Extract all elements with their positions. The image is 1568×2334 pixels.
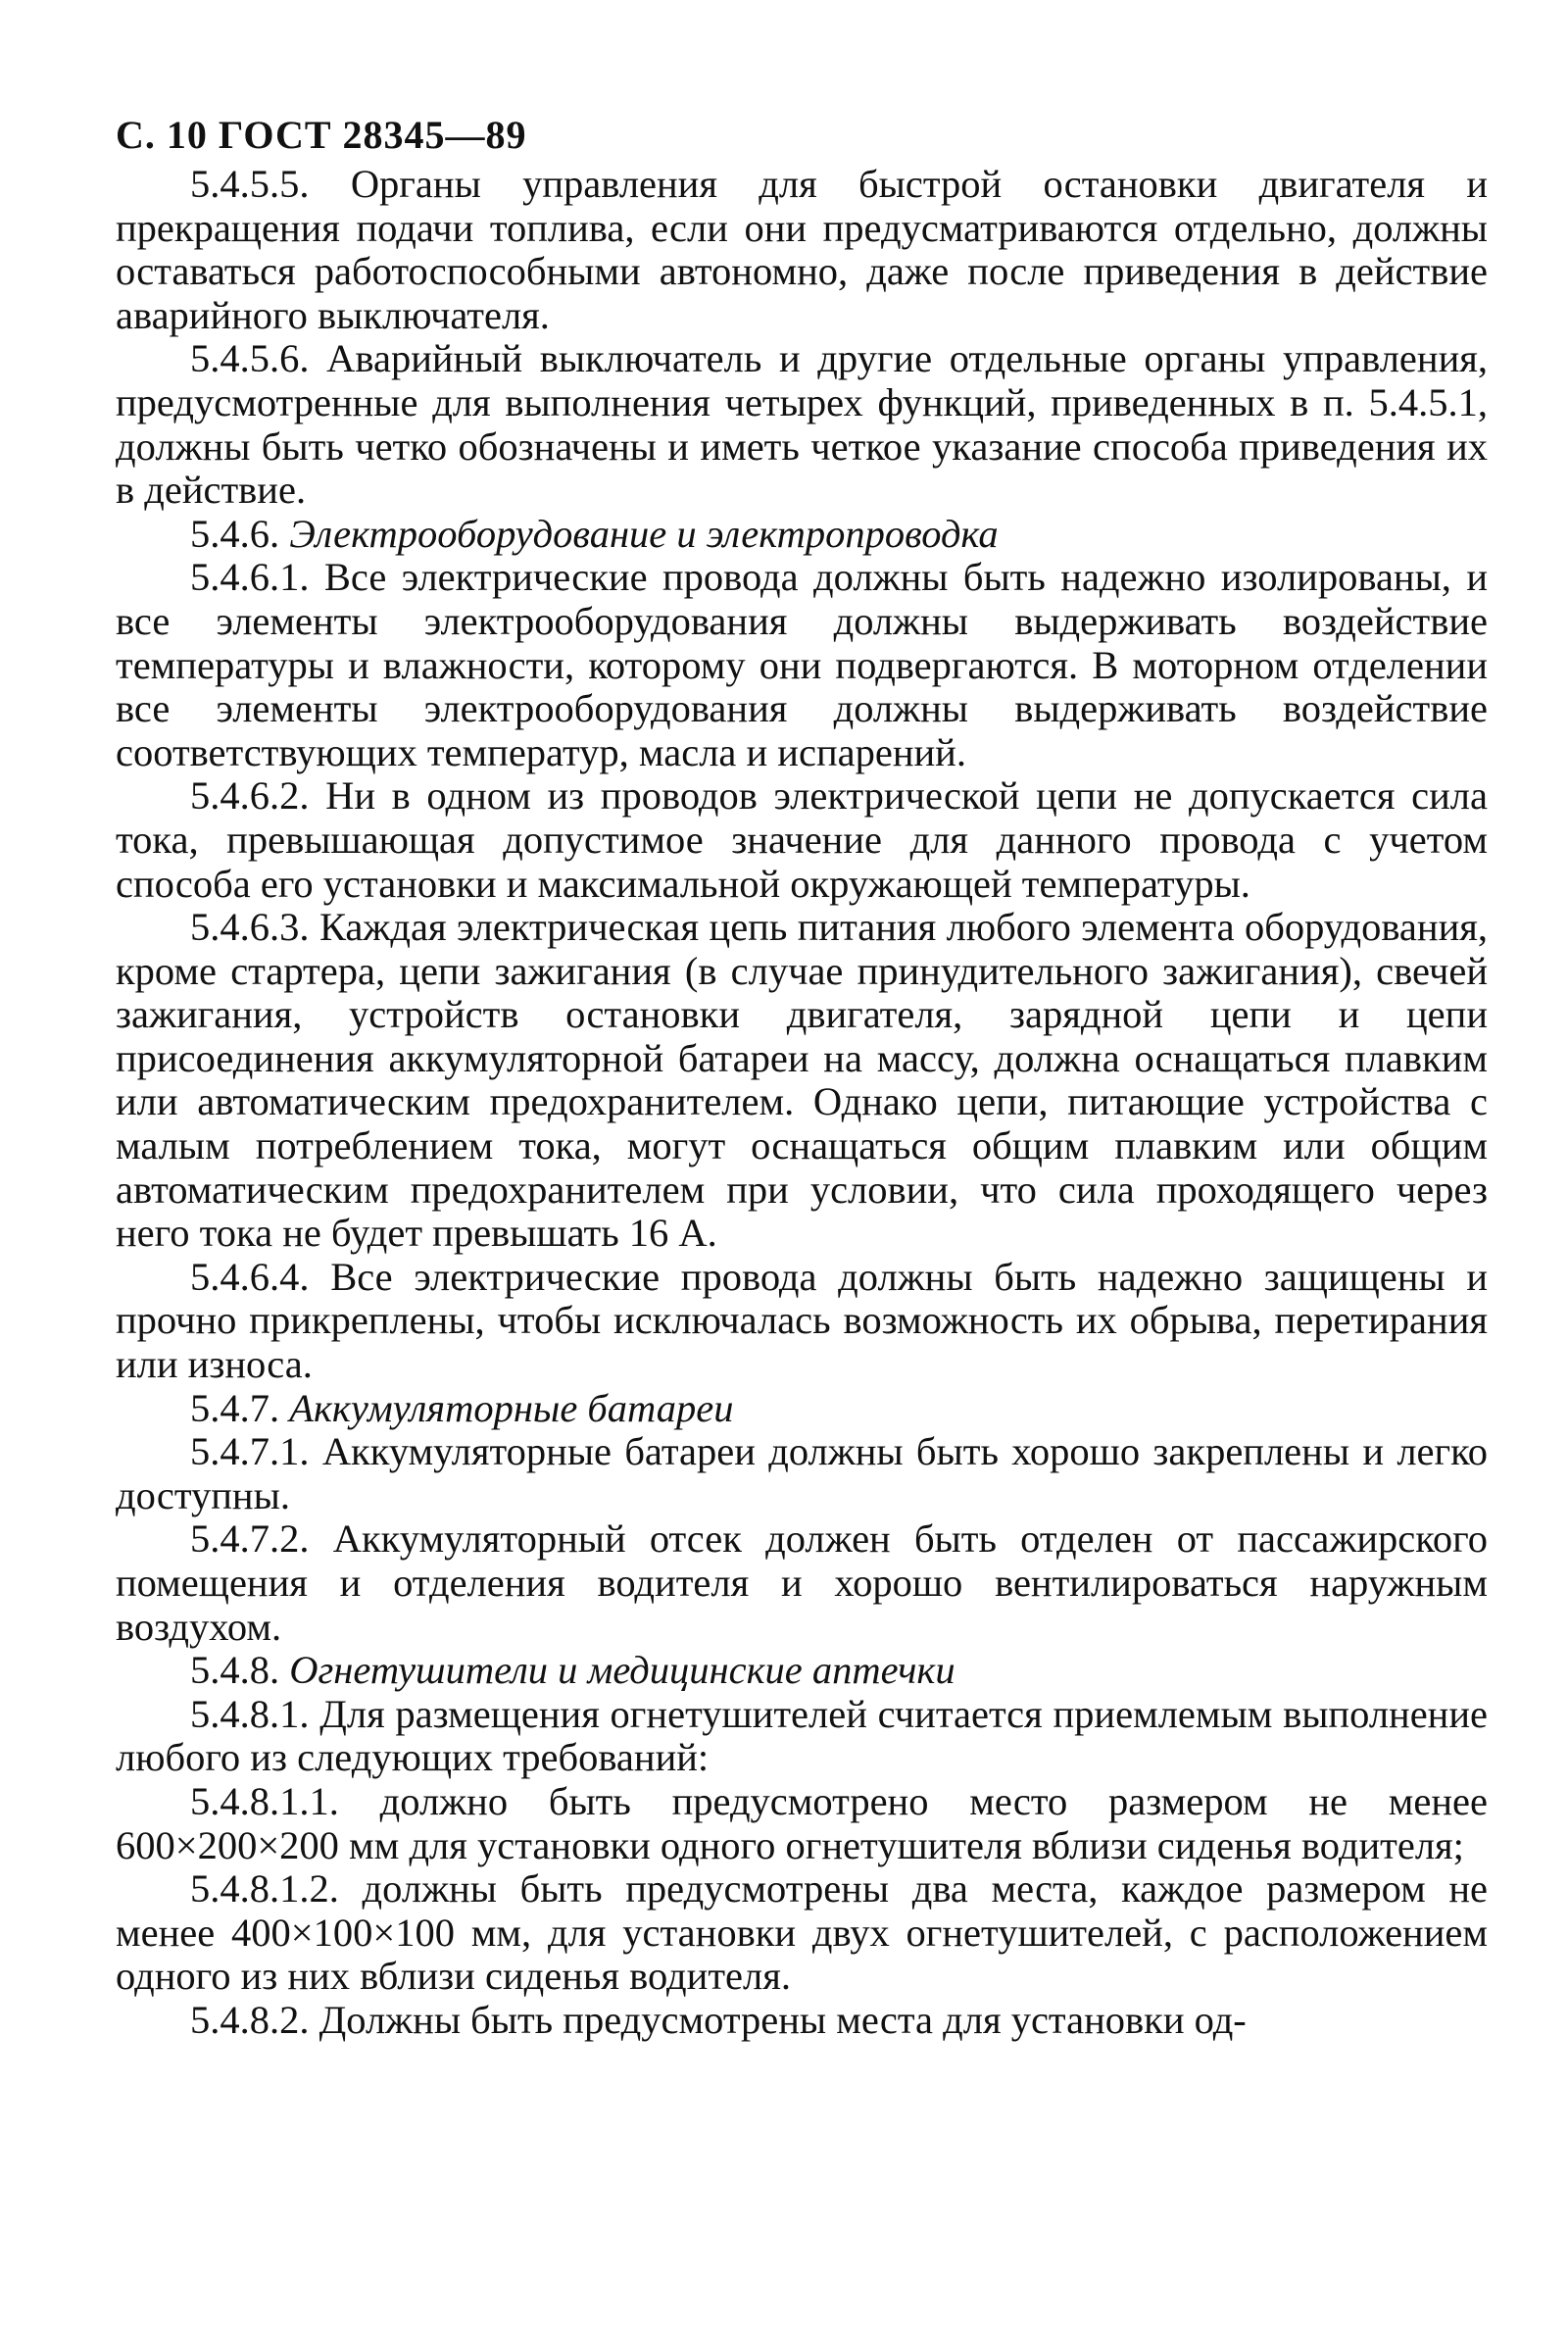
paragraph-5-4-8-1-2 [116,1867,1488,1999]
section-number: 5.4.6. [190,511,280,556]
paragraph-text: Все электрические провода должны быть надежно изолированы, и все элементы электрооборудования должны выдерживать воздействие температуры и влажности, которому они подвергаются. В моторном отделении все элементы электрооборудования должны выдерживать воздействие соответствующих температур, масла и испарений. [116,555,1489,774]
paragraph-5-4-8-2 [116,1999,1488,2043]
paragraph-5-4-6-3 [116,906,1488,1256]
paragraph-text: Аккумуляторный отсек должен быть отделен от пассажирского помещения и отделения водителя и хорошо вентилироваться наружным воздухом. [116,1516,1488,1649]
paragraph-number: 5.4.8.1. [190,1691,310,1736]
paragraph-5-4-8-1 [116,1693,1488,1780]
paragraph-5-4-7-2 [116,1517,1488,1649]
section-title: Аккумуляторные батареи [289,1385,734,1430]
paragraph-5-4-6-1 [116,556,1488,774]
paragraph-number: 5.4.8.2. [190,1997,310,2042]
page-header: С. 10 ГОСТ 28345—89 [116,113,527,157]
section-title: Электрооборудование и электропроводка [289,511,999,556]
paragraph-5-4-6-4 [116,1256,1488,1387]
section-heading-5-4-8 [116,1649,1488,1693]
paragraph-text: должно быть предусмотрено место размером не менее 600×200×200 мм для установки одного огнетушителя вблизи сиденья водителя; [116,1778,1489,1867]
paragraph-number: 5.4.8.1.1. [190,1778,339,1823]
paragraph-5-4-7-1 [116,1430,1488,1517]
section-number: 5.4.7. [190,1385,280,1430]
paragraph-text: Аварийный выключатель и другие отдельные органы управления, предусмотренные для выполнения четырех функций, приведенных в п. 5.4.5.1, должны быть четко обозначены и иметь четкое указание способа приведения их в действие. [116,336,1488,513]
paragraph-text: должны быть предусмотрены два места, каждое размером не менее 400×100×100 мм, для установки двух огнетушителей, с расположением одного из них вблизи сиденья водителя. [116,1866,1488,1999]
paragraph-number: 5.4.7.1. [190,1429,310,1474]
paragraph-text: Для размещения огнетушителей считается приемлемым выполнение любого из следующих требований: [116,1691,1488,1780]
section-number: 5.4.8. [190,1648,280,1693]
paragraph-text: Каждая электрическая цепь питания любого элемента оборудования, кроме стартера, цепи зажигания (в случае принудительного зажигания), свечей зажигания, устройств остановки двигателя, зарядной цепи и цепи присоединения аккумуляторной батареи на массу, должна оснащаться плавким или автоматическим предохранителем. Однако цепи, питающие устройства с малым потреблением тока, могут оснащаться общим плавким или общим автоматическим предохранителем при условии, что сила проходящего через него тока не будет превышать 16 А. [116,905,1489,1256]
paragraph-5-4-8-1-1 [116,1780,1488,1867]
paragraph-number: 5.4.6.4. [190,1254,310,1299]
paragraph-text: Все электрические провода должны быть надежно защищены и прочно прикреплены, чтобы исключалась возможность их обрыва, перетирания или износа. [116,1254,1489,1387]
paragraph-number: 5.4.8.1.2. [190,1866,339,1912]
paragraph-number: 5.4.6.2. [190,773,310,819]
document-page [116,110,1488,2043]
section-heading-5-4-6 [116,513,1488,557]
paragraph-5-4-5-5 [116,163,1488,337]
paragraph-text: Должны быть предусмотрены места для установки од- [318,1997,1247,2042]
paragraph-number: 5.4.5.6. [190,336,310,381]
paragraph-number: 5.4.6.1. [190,555,310,600]
section-heading-5-4-7 [116,1387,1488,1431]
paragraph-text: Ни в одном из проводов электрической цепи не допускается сила тока, превышающая допустимое значение для данного провода с учетом способа его установки и максимальной окружающей температуры. [116,773,1488,906]
paragraph-text: Органы управления для быстрой остановки двигателя и прекращения подачи топлива, если они предусматриваются отдельно, должны оставаться работоспособными автономно, даже после приведения в действие аварийного выключателя. [116,162,1489,337]
paragraph-number: 5.4.5.5. [190,162,310,206]
paragraph-number: 5.4.6.3. [190,905,310,950]
paragraph-5-4-6-2 [116,774,1488,906]
paragraph-number: 5.4.7.2. [190,1516,310,1562]
section-title: Огнетушители и медицинские аптечки [289,1648,956,1693]
paragraph-text: Аккумуляторные батареи должны быть хорошо закреплены и легко доступны. [116,1429,1488,1517]
paragraph-5-4-5-6 [116,337,1488,512]
